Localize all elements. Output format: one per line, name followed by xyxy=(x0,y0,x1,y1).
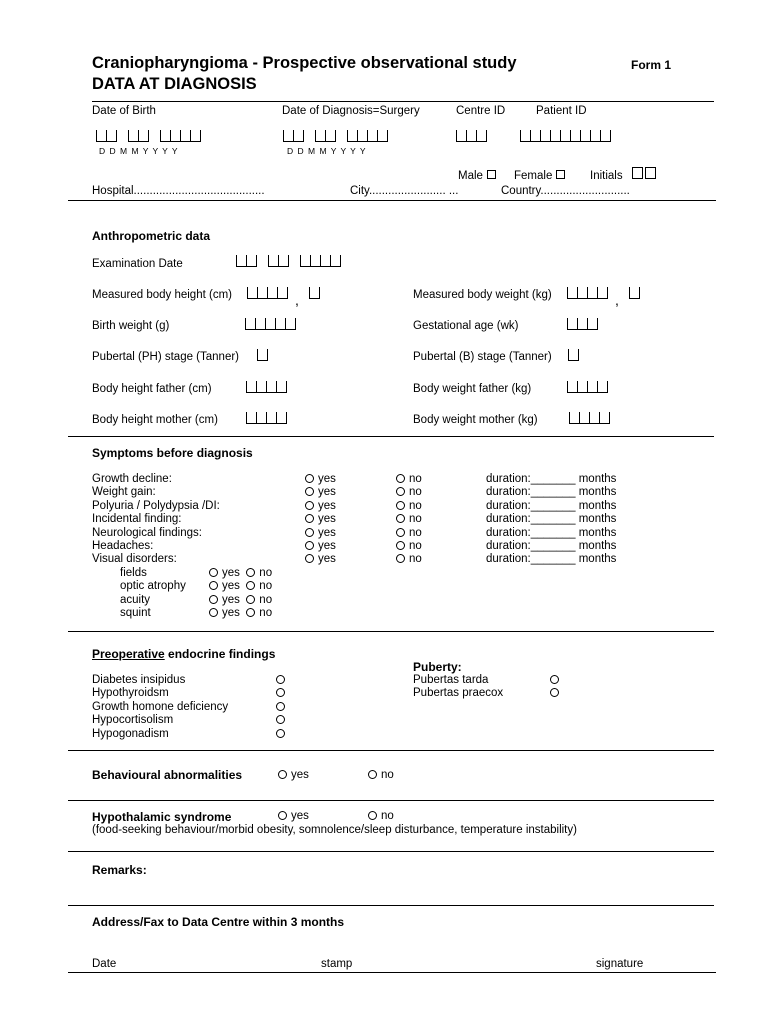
yes-label: yes xyxy=(291,769,309,781)
radio-icon[interactable] xyxy=(209,608,218,617)
no-label: no xyxy=(409,553,422,566)
duration-field[interactable]: duration:_______ months xyxy=(486,553,617,566)
dob-field[interactable] xyxy=(96,130,201,142)
puberty-item: Pubertas praecox xyxy=(413,687,504,700)
divider xyxy=(68,851,714,852)
no-label: no xyxy=(259,580,273,593)
endocrine-item: Hypothyroidsm xyxy=(92,687,169,700)
address-title: Address/Fax to Data Centre within 3 months xyxy=(92,915,345,929)
radio-icon[interactable] xyxy=(396,487,405,496)
dod-hint: D D M M Y Y Y Y xyxy=(287,146,367,156)
form-subtitle: DATA AT DIAGNOSIS xyxy=(92,75,257,93)
decimal-comma: , xyxy=(615,292,619,308)
yes-option[interactable] xyxy=(209,567,240,579)
puberty-title: Puberty: xyxy=(413,660,462,674)
behaviour-title: Behavioural abnormalities xyxy=(92,768,243,782)
visual-sub-label: acuity xyxy=(120,593,151,606)
gest-age-field[interactable] xyxy=(567,318,598,330)
height-father-field[interactable] xyxy=(246,381,287,393)
female-checkbox[interactable] xyxy=(556,170,565,179)
no-option[interactable] xyxy=(246,607,272,619)
yes-option[interactable] xyxy=(305,500,336,513)
no-option[interactable] xyxy=(396,527,422,540)
weight-mother-label: Body weight mother (kg) xyxy=(413,414,538,426)
radio-icon[interactable] xyxy=(396,541,405,550)
divider xyxy=(68,800,714,801)
yes-option[interactable] xyxy=(305,540,336,553)
divider xyxy=(68,631,714,632)
no-option[interactable] xyxy=(396,473,422,486)
symptom-label: Weight gain: xyxy=(92,486,156,499)
weight-father-label: Body weight father (kg) xyxy=(413,383,532,395)
symptom-label: Neurological findings: xyxy=(92,526,202,539)
decimal-comma: , xyxy=(295,292,299,308)
radio-icon[interactable] xyxy=(278,770,287,779)
puberty-list xyxy=(413,674,503,701)
patient-id-field[interactable] xyxy=(520,130,611,142)
weight-field[interactable] xyxy=(567,287,640,308)
hypothalamic-title: Hypothalamic syndrome xyxy=(92,810,232,824)
duration-field[interactable]: duration:_______ months xyxy=(486,513,617,526)
no-label: no xyxy=(259,593,273,606)
no-option[interactable] xyxy=(396,553,422,566)
weight-mother-field[interactable] xyxy=(569,412,610,424)
yes-label: yes xyxy=(222,567,240,579)
divider xyxy=(68,905,714,906)
yes-option[interactable] xyxy=(209,580,240,592)
duration-column xyxy=(486,473,616,567)
radio-icon[interactable] xyxy=(276,702,285,711)
yes-label: yes xyxy=(291,810,309,822)
radio-icon[interactable] xyxy=(209,595,218,604)
yes-option[interactable] xyxy=(209,594,240,606)
radio-icon[interactable] xyxy=(305,541,314,550)
no-label: no xyxy=(409,513,422,526)
radio-icon[interactable] xyxy=(396,474,405,483)
radio-icon[interactable] xyxy=(246,608,255,617)
no-option[interactable] xyxy=(246,567,272,579)
yes-label: yes xyxy=(222,580,240,593)
male-label: Male xyxy=(458,170,483,182)
height-mother-label: Body height mother (cm) xyxy=(92,414,218,426)
dob-label: Date of Birth xyxy=(92,105,156,117)
initials-label: Initials xyxy=(590,170,623,182)
no-label: no xyxy=(409,486,422,499)
divider xyxy=(68,200,716,201)
no-option[interactable] xyxy=(246,580,272,592)
visual-sub-label: squint xyxy=(120,607,151,620)
height-label: Measured body height (cm) xyxy=(92,289,232,301)
weight-label: Measured body weight (kg) xyxy=(413,289,552,301)
stamp-label: stamp xyxy=(321,958,353,970)
endocrine-item: Diabetes insipidus xyxy=(92,674,186,686)
initials-box-1[interactable] xyxy=(632,167,643,179)
visual-sub-label: optic atrophy xyxy=(120,580,186,593)
no-label: no xyxy=(409,526,422,539)
symptom-label: Polyuria / Polydypsia /DI: xyxy=(92,499,220,512)
visual-sub-label: fields xyxy=(120,566,147,579)
puberty-item: Pubertas tarda xyxy=(413,674,489,686)
divider xyxy=(92,101,714,102)
no-label: no xyxy=(381,810,394,822)
endocrine-title-underlined: Preoperative xyxy=(92,647,165,661)
patient-id-label: Patient ID xyxy=(536,105,587,117)
radio-icon[interactable] xyxy=(305,501,314,510)
yes-option[interactable] xyxy=(305,473,336,486)
no-label: no xyxy=(259,567,273,579)
radio-icon[interactable] xyxy=(246,595,255,604)
no-option[interactable] xyxy=(396,513,422,526)
dod-field[interactable] xyxy=(283,130,388,142)
radio-icon[interactable] xyxy=(305,474,314,483)
male-checkbox[interactable] xyxy=(487,170,496,179)
height-mother-field[interactable] xyxy=(246,412,287,424)
radio-icon[interactable] xyxy=(550,688,559,697)
height-father-label: Body height father (cm) xyxy=(92,383,212,395)
radio-icon[interactable] xyxy=(209,568,218,577)
radio-icon[interactable] xyxy=(305,514,314,523)
hypothalamic-no-option[interactable] xyxy=(368,810,394,822)
dod-label: Date of Diagnosis=Surgery xyxy=(282,105,420,117)
duration-field[interactable]: duration:_______ months xyxy=(486,486,617,499)
yes-label: yes xyxy=(318,513,336,526)
height-field[interactable] xyxy=(247,287,320,308)
radio-icon[interactable] xyxy=(276,688,285,697)
radio-icon[interactable] xyxy=(396,554,405,563)
duration-field[interactable]: duration:_______ months xyxy=(486,499,617,512)
female-label: Female xyxy=(514,170,553,182)
ph-stage-label: Pubertal (PH) stage (Tanner) xyxy=(92,351,240,363)
remarks-title: Remarks: xyxy=(92,863,147,877)
endocrine-radios xyxy=(276,674,289,741)
anthro-title: Anthropometric data xyxy=(92,229,211,243)
endocrine-list xyxy=(92,674,228,741)
divider xyxy=(68,750,714,751)
no-label: no xyxy=(409,473,422,485)
symptoms-title: Symptoms before diagnosis xyxy=(92,446,253,460)
symptom-label: Headaches: xyxy=(92,540,154,553)
no-option[interactable] xyxy=(246,594,272,606)
radio-icon[interactable] xyxy=(276,715,285,724)
yes-option[interactable] xyxy=(305,553,336,566)
hospital-field[interactable]: Hospital......................................... xyxy=(92,185,265,197)
yes-label: yes xyxy=(318,486,336,499)
endocrine-item: Growth homone deficiency xyxy=(92,700,229,713)
initials-box-2[interactable] xyxy=(645,167,656,179)
radio-icon[interactable] xyxy=(276,675,285,684)
radio-icon[interactable] xyxy=(368,770,377,779)
radio-icon[interactable] xyxy=(305,554,314,563)
radio-icon[interactable] xyxy=(209,581,218,590)
country-field[interactable]: Country............................ xyxy=(501,185,630,197)
endocrine-item: Hypocortisolism xyxy=(92,714,174,727)
radio-icon[interactable] xyxy=(396,514,405,523)
yes-option[interactable] xyxy=(305,486,336,499)
endocrine-item: Hypogonadism xyxy=(92,727,169,740)
date-label: Date xyxy=(92,958,117,970)
female-option[interactable] xyxy=(514,170,565,182)
endocrine-title-rest: endocrine findings xyxy=(164,647,276,661)
form-title: Craniopharyngioma - Prospective observational study xyxy=(92,54,517,72)
centre-id-label: Centre ID xyxy=(456,105,506,117)
yes-label: yes xyxy=(318,473,336,485)
radio-icon[interactable] xyxy=(276,729,285,738)
radio-icon[interactable] xyxy=(305,528,314,537)
radio-icon[interactable] xyxy=(396,528,405,537)
exam-date-field[interactable] xyxy=(236,255,341,267)
symptom-label: Visual disorders: xyxy=(92,553,177,566)
radio-icon[interactable] xyxy=(278,811,287,820)
duration-field[interactable]: duration:_______ months xyxy=(486,540,617,553)
ph-stage-field[interactable] xyxy=(257,349,268,361)
gest-age-label: Gestational age (wk) xyxy=(413,320,519,332)
no-label: no xyxy=(409,499,422,512)
radio-icon[interactable] xyxy=(246,568,255,577)
hypothalamic-note: (food-seeking behaviour/morbid obesity, somnolence/sleep disturbance, temperature instability) xyxy=(92,824,577,836)
exam-date-label: Examination Date xyxy=(92,258,183,270)
symptoms-list xyxy=(92,473,220,620)
dob-hint: D D M M Y Y Y Y xyxy=(99,146,179,156)
no-label: no xyxy=(409,540,422,553)
form-number: Form 1 xyxy=(631,58,672,72)
duration-field[interactable]: duration:_______ months xyxy=(486,473,617,485)
signature-label: signature xyxy=(596,958,644,970)
b-stage-field[interactable] xyxy=(568,349,579,361)
yes-label: yes xyxy=(318,526,336,539)
endocrine-title xyxy=(92,647,275,661)
yes-label: yes xyxy=(222,593,240,606)
symptoms-yes-column xyxy=(305,473,336,567)
duration-field[interactable]: duration:_______ months xyxy=(486,526,617,539)
radio-icon[interactable] xyxy=(246,581,255,590)
behaviour-no-option[interactable] xyxy=(368,769,394,781)
hypothalamic-yes-option[interactable] xyxy=(278,810,309,822)
symptom-label: Growth decline: xyxy=(92,473,172,485)
b-stage-label: Pubertal (B) stage (Tanner) xyxy=(413,351,552,363)
yes-label: yes xyxy=(318,499,336,512)
no-option[interactable] xyxy=(396,500,422,513)
symptoms-no-column xyxy=(396,473,422,567)
radio-icon[interactable] xyxy=(550,675,559,684)
yes-label: yes xyxy=(318,553,336,566)
divider xyxy=(68,972,716,973)
city-field[interactable]: City........................ ... xyxy=(350,185,459,197)
birth-weight-label: Birth weight (g) xyxy=(92,320,170,332)
radio-icon[interactable] xyxy=(396,501,405,510)
yes-label: yes xyxy=(318,540,336,553)
birth-weight-field[interactable] xyxy=(245,318,296,330)
male-option[interactable] xyxy=(458,170,496,182)
yes-option[interactable] xyxy=(209,607,240,619)
visual-sub-options xyxy=(209,567,272,621)
no-option[interactable] xyxy=(396,486,422,499)
no-label: no xyxy=(381,769,394,781)
weight-father-field[interactable] xyxy=(567,381,608,393)
centre-id-field[interactable] xyxy=(456,130,487,142)
yes-option[interactable] xyxy=(305,513,336,526)
behaviour-yes-option[interactable] xyxy=(278,769,309,781)
no-label: no xyxy=(259,607,273,620)
radio-icon[interactable] xyxy=(368,811,377,820)
radio-icon[interactable] xyxy=(305,487,314,496)
yes-label: yes xyxy=(222,607,240,620)
symptom-label: Incidental finding: xyxy=(92,513,182,526)
puberty-radios xyxy=(550,674,563,701)
yes-option[interactable] xyxy=(305,527,336,540)
no-option[interactable] xyxy=(396,540,422,553)
divider xyxy=(68,436,714,437)
